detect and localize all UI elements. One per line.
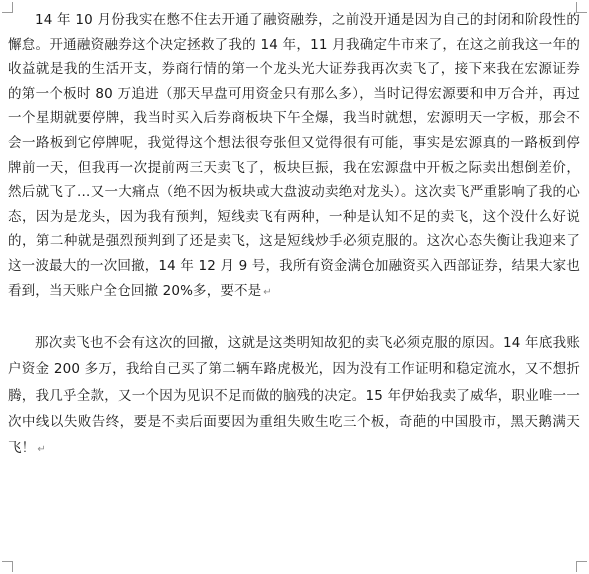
- paragraph-1[interactable]: [8, 8, 580, 305]
- crop-mark-bottom-left: [2, 561, 13, 572]
- paragraph-2[interactable]: [8, 330, 580, 463]
- paragraph-1-text: 14 年 10 月份我实在憋不住去开通了融资融券，之前没开通是因为自己的封闭和阶段性的懈怠。开通融资融券这个决定拯救了我的 14 年，11 月我确定牛市来了，在这之前我这一年的收益就是我的生活开支，券商行情的第一个龙头光大证券我再次卖飞了，接下来我在宏源证券的第一个板时 80 万追进（那天早盘可用资金只有那么多），当时记得宏源要和申万合并，再过一个星期就要停牌，我当时买入后券商板块下午全爆，我当时就想，宏源明天一字板，那会不会一路板到它停牌呢，我觉得这个想法很夸张但又觉得很有可能，事实是宏源真的一路板到停牌前一天，但我再一次提前两三天卖飞了，板块巨振，我在宏源盘中开板之际卖出想倒差价，然后就飞了…又一大痛点（绝不因为板块或大盘波动卖绝对龙头）。这次卖飞严重影响了我的心态，因为是龙头，因为我有预判，短线卖飞有两种，一种是认知不足的卖飞，这个没什么好说的，第二种就是强烈预判到了还是卖飞，这是短线炒手必须克服的。这次心态失衡让我迎来了这一波最大的一次回撤，14 年 12 月 9 号，我所有资金满仓加融资买入西部证券，结果大家也看到，当天账户全仓回撤 20%多，要不是: [8, 12, 580, 299]
- paragraph-spacer: [8, 305, 580, 330]
- paragraph-mark-icon: ↵: [37, 443, 46, 455]
- document-body[interactable]: [8, 8, 580, 463]
- crop-mark-bottom-right: [576, 561, 587, 572]
- paragraph-mark-icon: ↵: [263, 286, 272, 298]
- paragraph-2-text: 那次卖飞也不会有这次的回撤，这就是这类明知故犯的卖飞必须克服的原因。14 年底我账户资金 200 多万，我给自己买了第二辆车路虎极光，因为没有工作证明和稳定流水，又不想折腾，我几乎全款，又一个因为见识不足而做的脑残的决定。15 年伊始我卖了威华，职业唯一一次中线以失败告终，要是不卖后面要因为重组失败生吃三个板，奇葩的中国股市，黑天鹅满天飞！: [8, 335, 580, 456]
